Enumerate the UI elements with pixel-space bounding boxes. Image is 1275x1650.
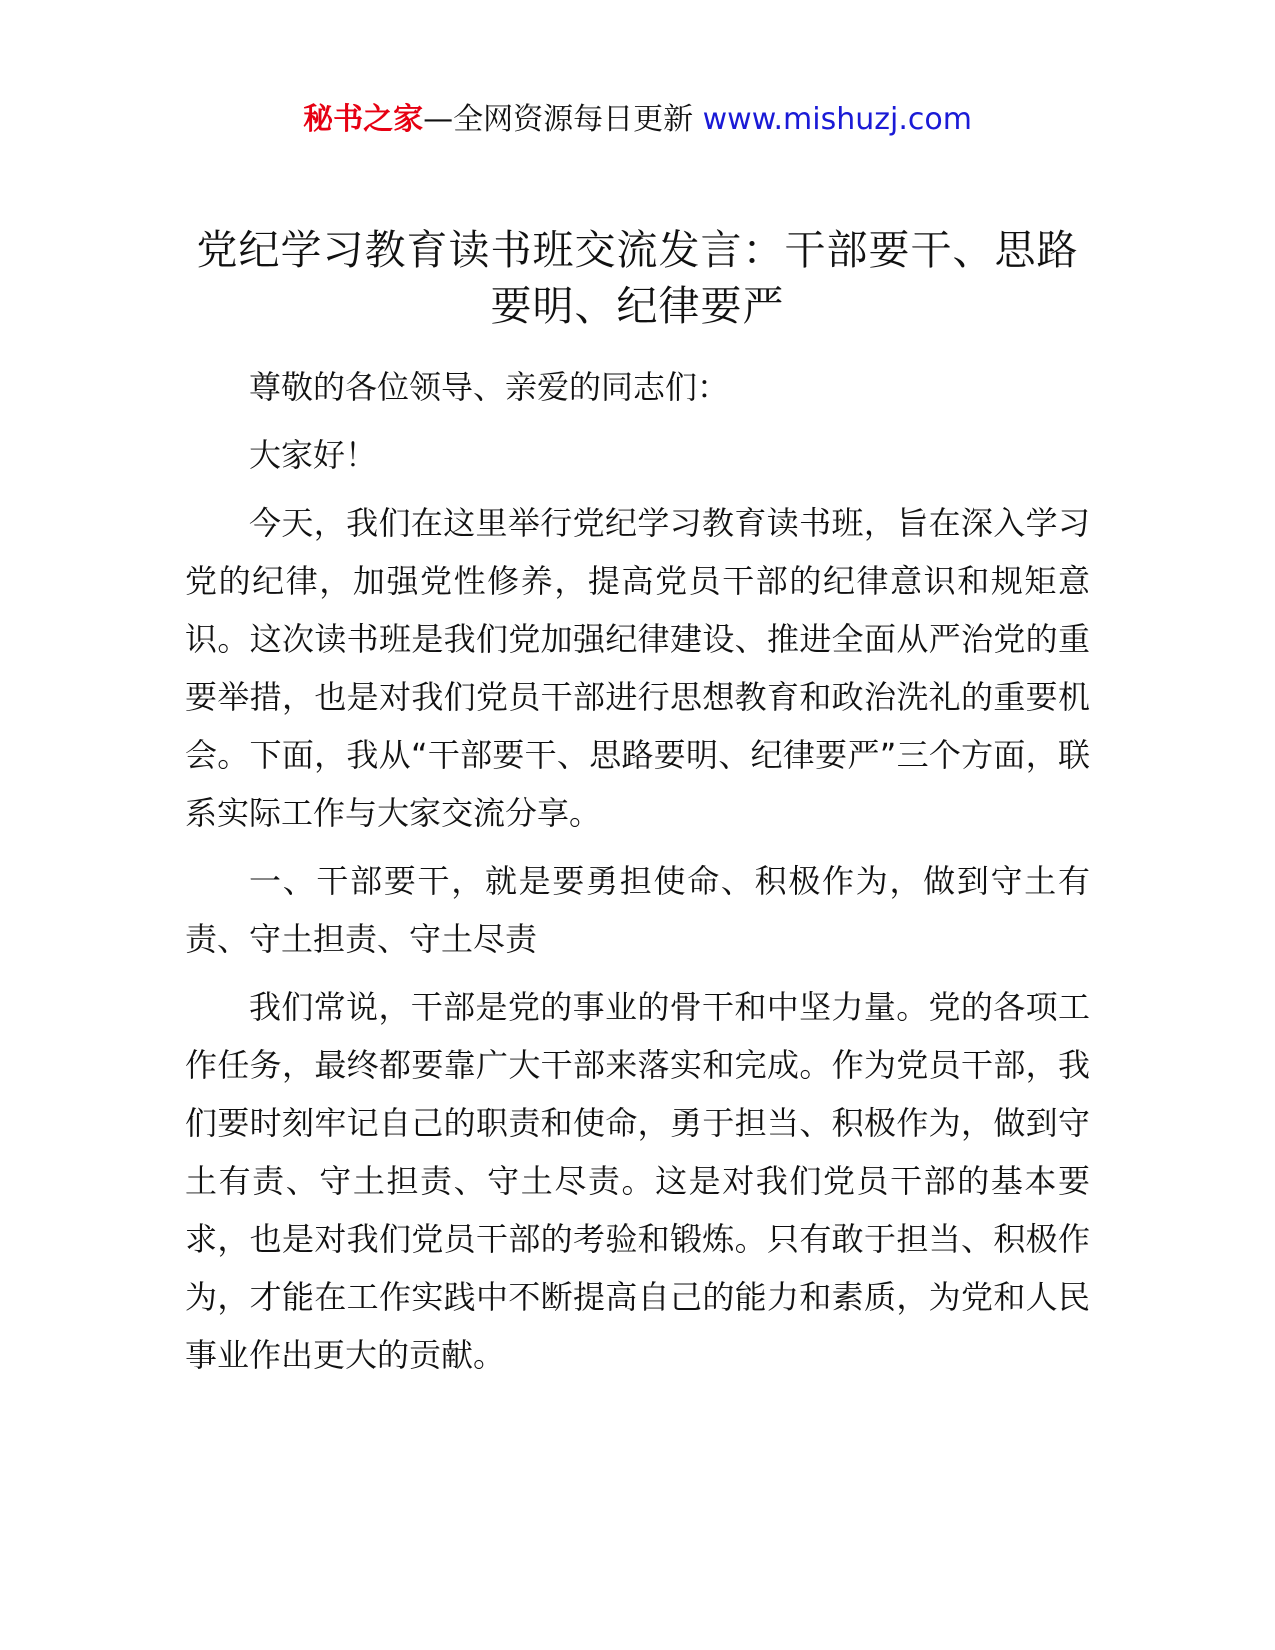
site-header (0, 100, 1275, 140)
site-slogan: —全网资源每日更新 (423, 102, 703, 137)
site-url-link[interactable]: www.mishuzj.com (702, 102, 972, 137)
section-heading: 一、干部要干，就是要勇担使命、积极作为，做到守土有责、守土担责、守土尽责 (185, 862, 1090, 958)
intro-paragraph: 今天，我们在这里举行党纪学习教育读书班，旨在深入学习党的纪律，加强党性修养，提高党员干部的纪律意识和规矩意识。这次读书班是我们党加强纪律建设、推进全面从严治党的重要举措，也是对我们党员干部进行思想教育和政治洗礼的重要机会。下面，我从“干部要干、思路要明、纪律要严”三个方面，联系实际工作与大家交流分享。 (185, 504, 1090, 832)
body-paragraph: 我们常说，干部是党的事业的骨干和中坚力量。党的各项工作任务，最终都要靠广大干部来落实和完成。作为党员干部，我们要时刻牢记自己的职责和使命，勇于担当、积极作为，做到守土有责、守土担责、守土尽责。这是对我们党员干部的基本要求，也是对我们党员干部的考验和锻炼。只有敢于担当、积极作为，才能在工作实践中不断提高自己的能力和素质，为党和人民事业作出更大的贡献。 (185, 988, 1090, 1374)
salutation-paragraph: 尊敬的各位领导、亲爱的同志们： (249, 368, 730, 406)
document-body (185, 358, 1090, 1394)
site-brand: 秘书之家 (303, 102, 424, 137)
greeting-paragraph: 大家好！ (249, 436, 378, 474)
document-title: 党纪学习教育读书班交流发言：干部要干、思路要明、纪律要严 (196, 226, 1079, 330)
